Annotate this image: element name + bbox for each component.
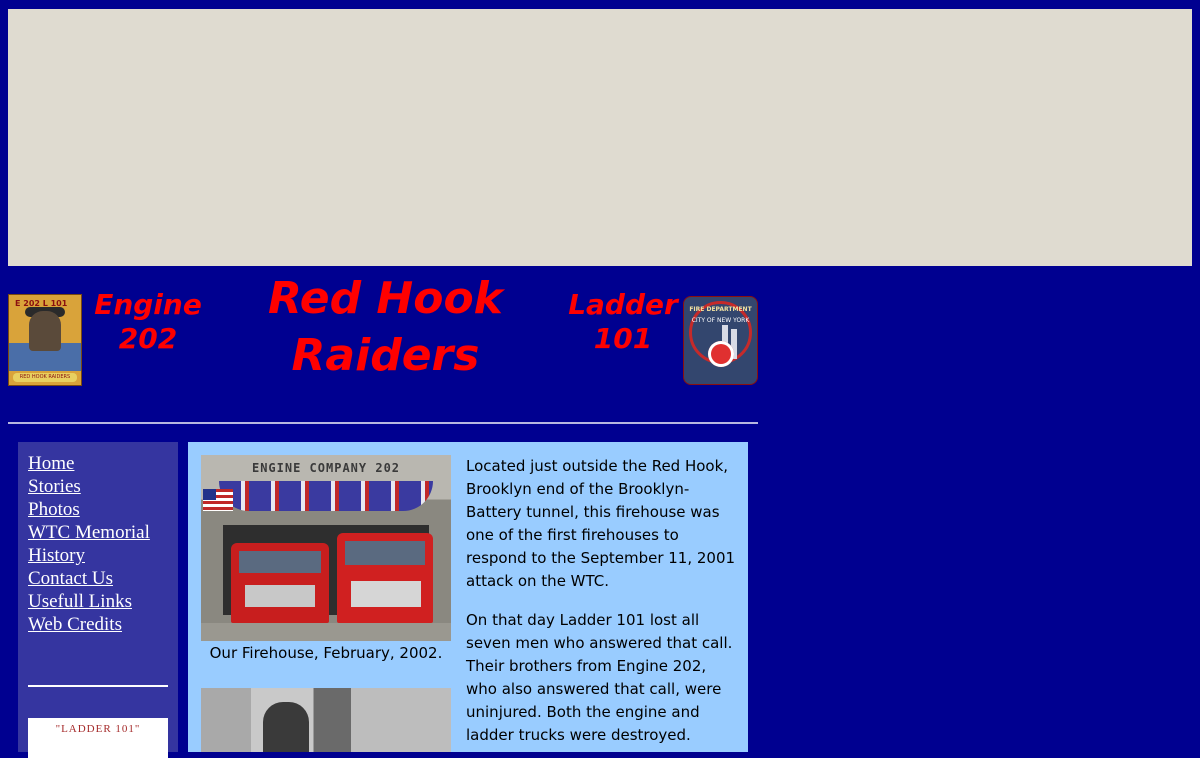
nav-link-usefull-links[interactable]: Usefull Links [28,591,132,612]
ladder-label: Ladder 101 [568,288,678,355]
intro-text [466,455,736,752]
intro-paragraph-2: On that day Ladder 101 lost all seven men who answered that call. Their brothers from Engine 202, who also answered that call, were uninjured. Both the engine and ladder trucks were destroyed. [466,611,733,744]
nav-link-history[interactable]: History [28,545,85,566]
nav-link-contact-us[interactable]: Contact Us [28,568,113,589]
sidebar [18,442,178,752]
fdny-logo-line2: CITY OF NEW YORK [691,317,750,324]
site-header [8,268,758,418]
nav-link-stories[interactable]: Stories [28,476,81,497]
patch-top-text: E 202 L 101 [15,299,68,308]
main-content [188,442,748,752]
fdny-logo-line1: FIRE DEPARTMENT [689,306,752,313]
firehouse-photo [201,455,451,641]
nav-menu [28,452,150,636]
firehouse-sign-text: ENGINE COMPANY 202 [251,461,401,475]
engine-label: Engine 202 [94,288,202,355]
ad-banner [8,9,1192,266]
nav-link-home[interactable]: Home [28,453,75,474]
fdny-logo-image [683,296,758,385]
nav-link-wtc-memorial[interactable]: WTC Memorial [28,522,150,543]
firehouse-photo-caption: Our Firehouse, February, 2002. [209,644,443,662]
sidebar-divider [28,685,168,687]
nav-link-web-credits[interactable]: Web Credits [28,614,122,635]
engine-ladder-patch-image [8,294,82,386]
nav-link-photos[interactable]: Photos [28,499,80,520]
ladder-101-image: "LADDER 101" [28,718,168,758]
patch-band-text: RED HOOK RAIDERS [13,373,77,382]
intro-paragraph-1: Located just outside the Red Hook, Brooklyn end of the Brooklyn-Battery tunnel, this firehouse was one of the first firehouses to respond to the September 11, 2001 attack on the WTC. [466,457,736,590]
header-divider [8,422,758,424]
firefighter-wtc-photo [201,688,451,752]
page-title: Red Hook Raiders [268,273,503,382]
